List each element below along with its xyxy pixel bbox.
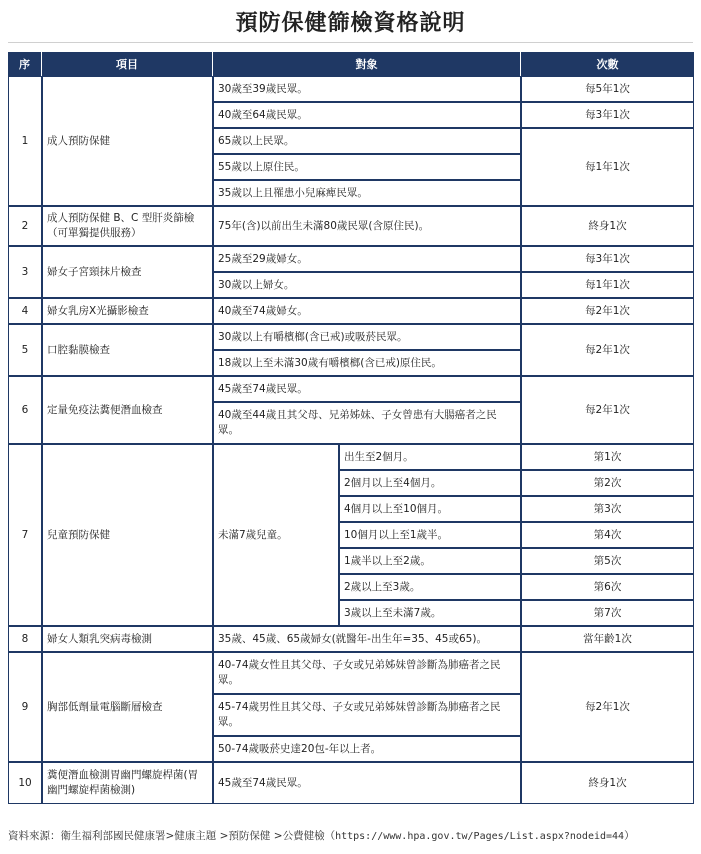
row-number: 6 [8, 376, 42, 444]
sub-target-cell: 10個月以上至1歲半。 [339, 522, 521, 548]
item-name: 婦女乳房X光攝影檢查 [42, 298, 213, 324]
table-row [8, 298, 694, 324]
row-number: 4 [8, 298, 42, 324]
target-cell: 35歲以上且罹患小兒麻痺民眾。 [213, 180, 521, 206]
sub-target-cell: 出生至2個月。 [339, 444, 521, 470]
freq-cell: 每3年1次 [521, 246, 694, 272]
page-title: 預防保健篩檢資格說明 [235, 11, 466, 36]
item-name: 定量免疫法糞便潛血檢查 [42, 376, 213, 444]
row-number: 7 [8, 444, 42, 626]
header-target: 對象 [213, 52, 521, 76]
source-footer [8, 828, 635, 843]
target-cell: 40歲至64歲民眾。 [213, 102, 521, 128]
freq-cell: 第5次 [521, 548, 694, 574]
freq-cell: 每2年1次 [521, 298, 694, 324]
row-number: 2 [8, 206, 42, 246]
freq-cell: 每1年1次 [521, 128, 694, 206]
eligibility-table [8, 52, 694, 804]
freq-cell: 第1次 [521, 444, 694, 470]
row-number: 9 [8, 652, 42, 762]
target-cell: 45歲至74歲民眾。 [213, 762, 521, 804]
divider [8, 42, 693, 43]
item-name: 胸部低劑量電腦斷層檢查 [42, 652, 213, 762]
freq-cell: 每2年1次 [521, 376, 694, 444]
freq-cell: 每3年1次 [521, 102, 694, 128]
target-cell: 40歲至74歲婦女。 [213, 298, 521, 324]
freq-cell: 每2年1次 [521, 652, 694, 762]
target-cell: 45歲至74歲民眾。 [213, 376, 521, 402]
table-row [8, 444, 694, 470]
table-row [8, 762, 694, 804]
target-cell: 40歲至44歲且其父母、兄弟姊妹、子女曾患有大腸癌者之民眾。 [213, 402, 521, 444]
item-name: 口腔黏膜檢查 [42, 324, 213, 376]
target-cell: 40-74歲女性且其父母、子女或兄弟姊妹曾診斷為肺癌者之民眾。 [213, 652, 521, 694]
freq-cell: 每2年1次 [521, 324, 694, 376]
target-cell: 55歲以上原住民。 [213, 154, 521, 180]
header-freq: 次數 [521, 52, 694, 76]
row-number: 1 [8, 76, 42, 206]
freq-cell: 第6次 [521, 574, 694, 600]
freq-cell: 終身1次 [521, 206, 694, 246]
source-link[interactable]: https://www.hpa.gov.tw/Pages/List.aspx?nodeid=44 [335, 831, 625, 842]
sub-target-cell: 2個月以上至4個月。 [339, 470, 521, 496]
freq-cell: 第2次 [521, 470, 694, 496]
item-name: 成人預防保健 [42, 76, 213, 206]
item-name: 婦女人類乳突病毒檢測 [42, 626, 213, 652]
table-row [8, 76, 694, 102]
target-cell: 30歲以上婦女。 [213, 272, 521, 298]
table-row [8, 376, 694, 402]
row-number: 5 [8, 324, 42, 376]
freq-cell: 終身1次 [521, 762, 694, 804]
item-name: 成人預防保健 B、C 型肝炎篩檢（可單獨提供服務） [42, 206, 213, 246]
sub-target-cell: 3歲以上至未滿7歲。 [339, 600, 521, 626]
table-row [8, 626, 694, 652]
target-cell: 45-74歲男性且其父母、子女或兄弟姊妹曾診斷為肺癌者之民眾。 [213, 694, 521, 736]
freq-cell: 第7次 [521, 600, 694, 626]
item-name: 糞便潛血檢測胃幽門螺旋桿菌(胃幽門螺旋桿菌檢測) [42, 762, 213, 804]
header-item: 項目 [42, 52, 213, 76]
target-cell: 未滿7歲兒童。 [213, 444, 339, 626]
item-name: 兒童預防保健 [42, 444, 213, 626]
target-cell: 25歲至29歲婦女。 [213, 246, 521, 272]
freq-cell: 每5年1次 [521, 76, 694, 102]
sub-target-cell: 2歲以上至3歲。 [339, 574, 521, 600]
footer-prefix: 資料來源：衛生福利部國民健康署>健康主題 >預防保健 >公費健檢（ [8, 830, 336, 842]
target-cell: 75年(含)以前出生未滿80歲民眾(含原住民)。 [213, 206, 521, 246]
freq-cell: 當年齡1次 [521, 626, 694, 652]
freq-cell: 每1年1次 [521, 272, 694, 298]
sub-target-cell: 4個月以上至10個月。 [339, 496, 521, 522]
table-header-row [8, 52, 694, 76]
target-cell: 30歲以上有嚼檳榔(含已戒)或吸菸民眾。 [213, 324, 521, 350]
target-cell: 18歲以上至未滿30歲有嚼檳榔(含已戒)原住民。 [213, 350, 521, 376]
table-row [8, 652, 694, 694]
sub-target-cell: 1歲半以上至2歲。 [339, 548, 521, 574]
row-number: 8 [8, 626, 42, 652]
target-cell: 65歲以上民眾。 [213, 128, 521, 154]
row-number: 3 [8, 246, 42, 298]
freq-cell: 第4次 [521, 522, 694, 548]
footer-suffix: ） [624, 830, 635, 842]
item-name: 婦女子宮頸抹片檢查 [42, 246, 213, 298]
header-no: 序 [8, 52, 42, 76]
target-cell: 30歲至39歲民眾。 [213, 76, 521, 102]
freq-cell: 第3次 [521, 496, 694, 522]
table-row [8, 206, 694, 246]
target-cell: 50-74歲吸菸史達20包-年以上者。 [213, 736, 521, 762]
target-cell: 35歲、45歲、65歲婦女(就醫年-出生年=35、45或65)。 [213, 626, 521, 652]
row-number: 10 [8, 762, 42, 804]
table-row [8, 324, 694, 350]
table-row [8, 246, 694, 272]
